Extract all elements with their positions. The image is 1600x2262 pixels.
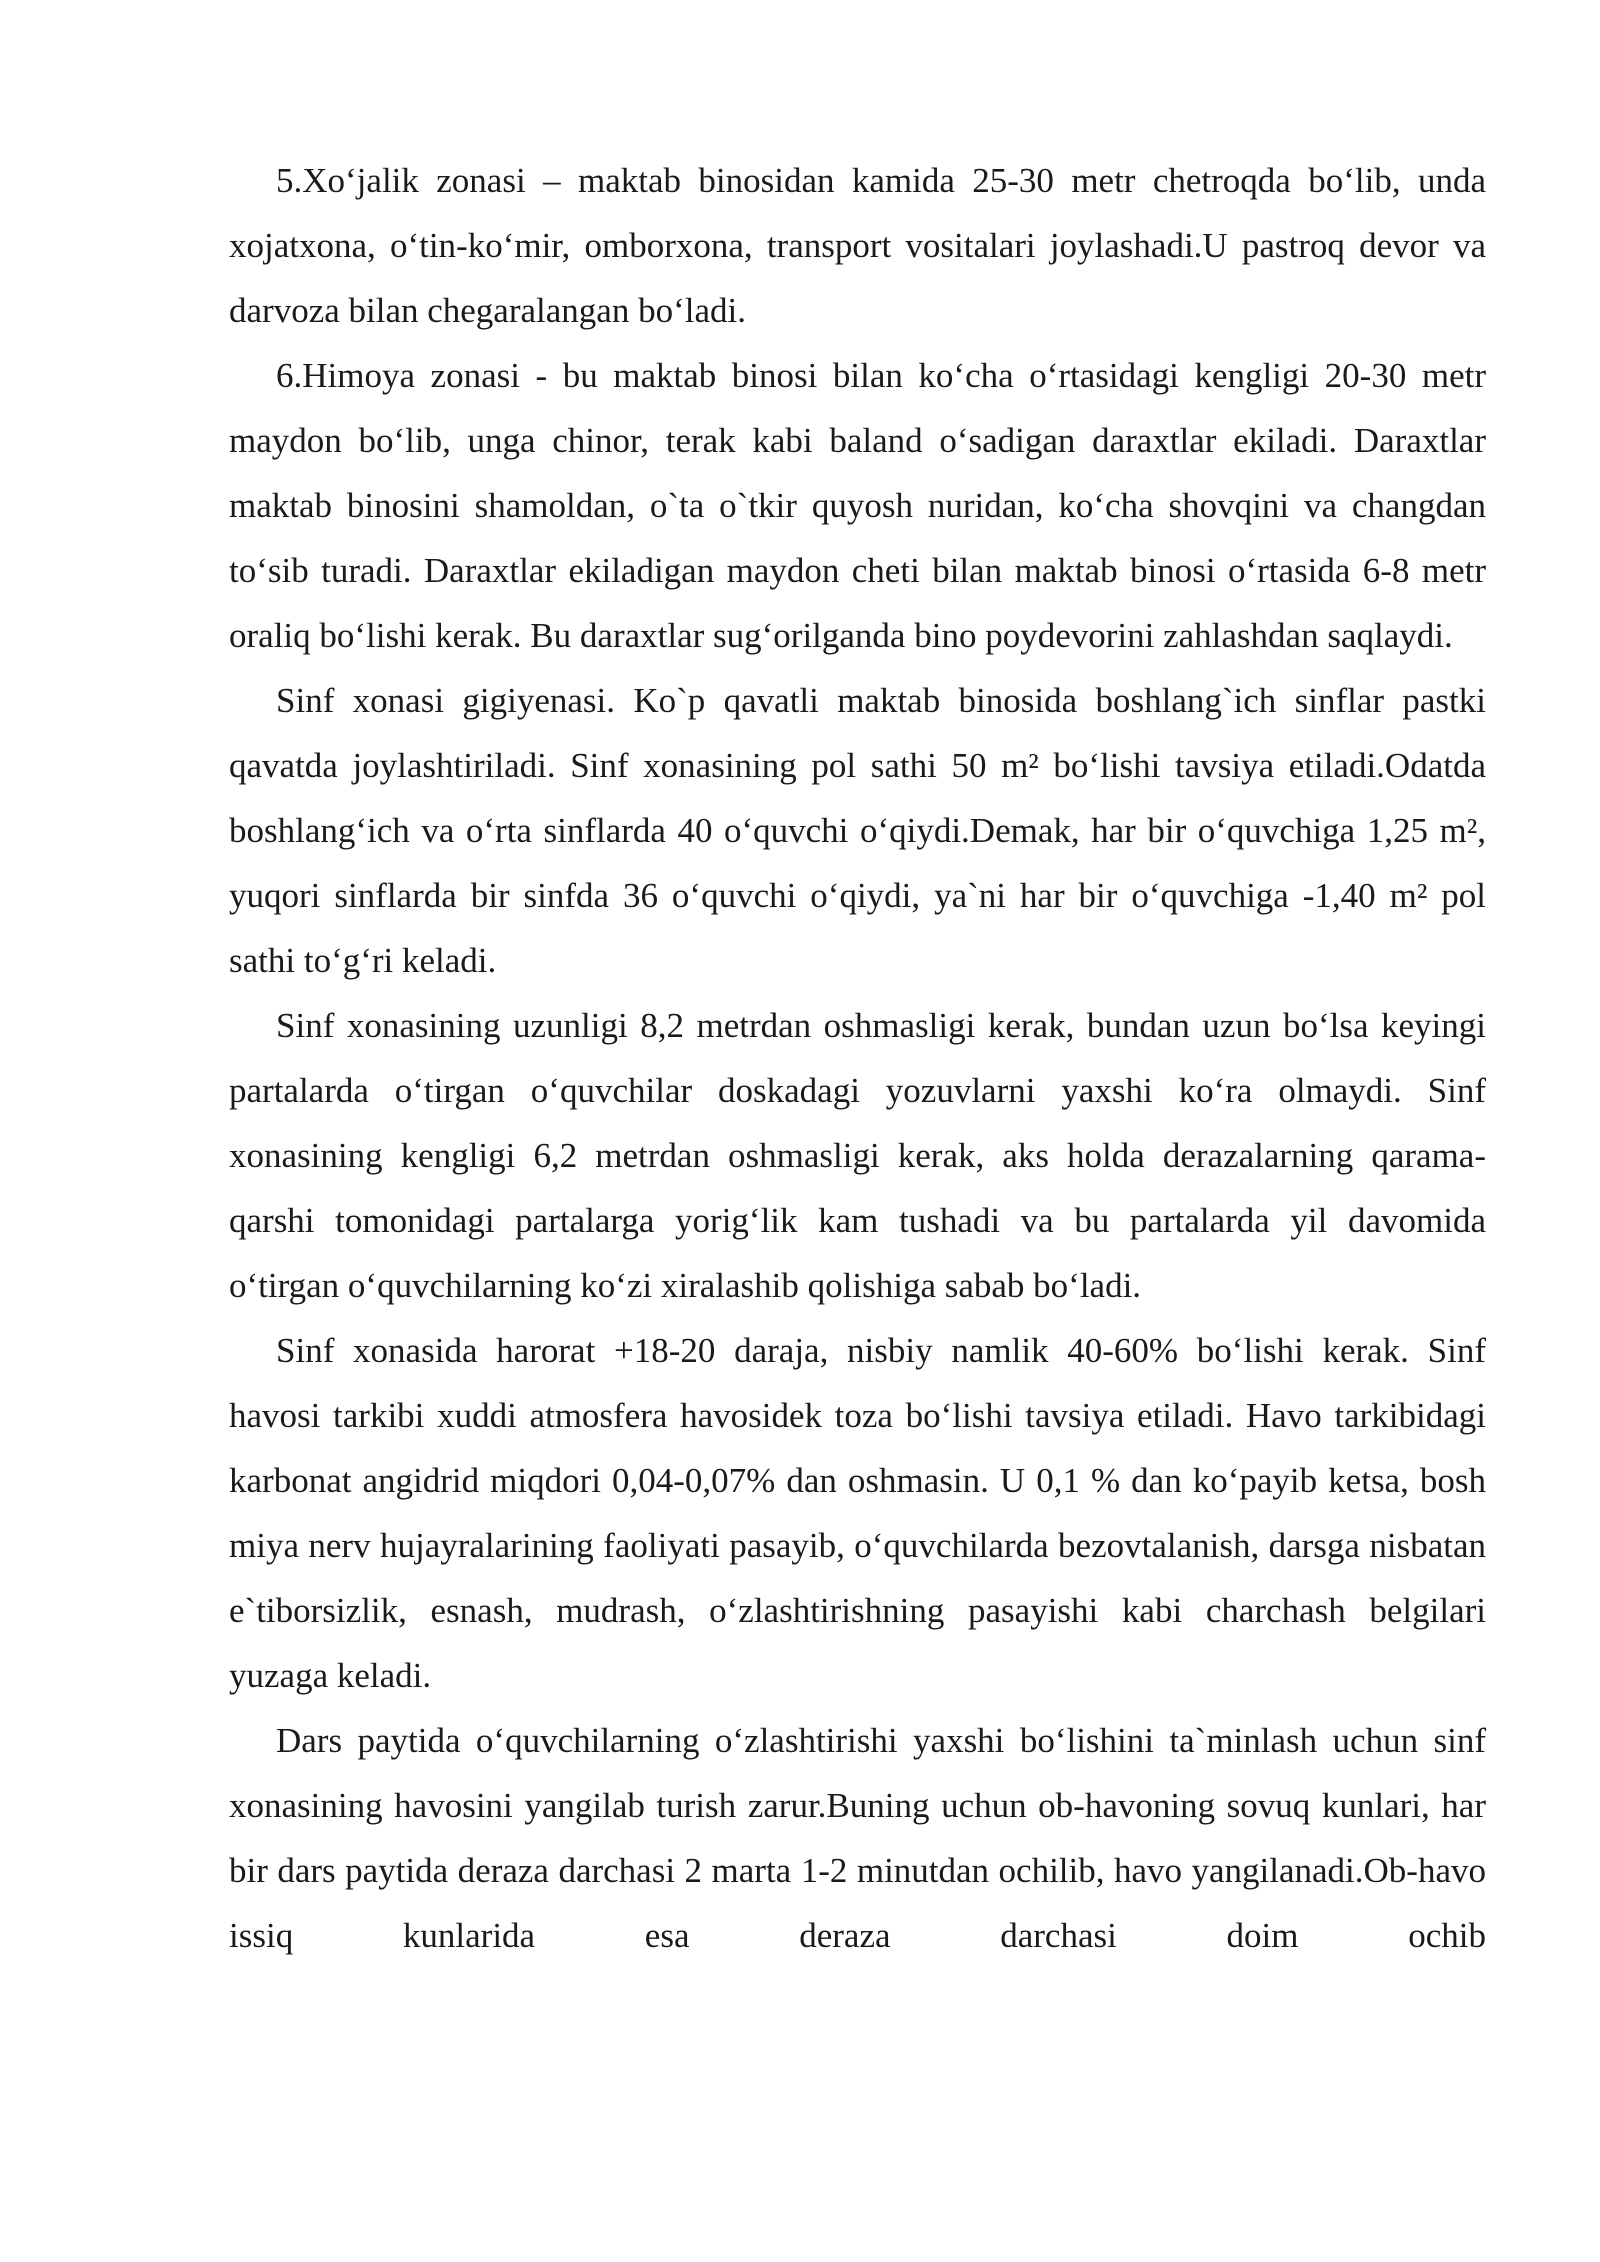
- paragraph-protection-zone: 6.Himoya zonasi - bu maktab binosi bilan ko‘cha o‘rtasidagi kengligi 20-30 metr maydon bo‘lib, unga chinor, terak kabi baland o‘sadigan daraxtlar ekiladi. Daraxtlar maktab binosini shamoldan, o`ta o`tkir quyosh nuridan, ko‘cha shovqini va changdan to‘sib turadi. Daraxtlar ekiladigan maydon cheti bilan maktab binosi o‘rtasida 6-8 metr oraliq bo‘lishi kerak. Bu daraxtlar sug‘orilganda bino poydevorini zahlashdan saqlaydi.: [229, 356, 1486, 655]
- paragraph-classroom-hygiene: Sinf xonasi gigiyenasi. Ko`p qavatli maktab binosida boshlang`ich sinflar pastki qavatda joylashtiriladi. Sinf xonasining pol sathi 50 m² bo‘lishi tavsiya etiladi.Odatda boshlang‘ich va o‘rta sinflarda 40 o‘quvchi o‘qiydi.Demak, har bir o‘quvchiga 1,25 m², yuqori sinflarda bir sinfda 36 o‘quvchi o‘qiydi, ya`ni har bir o‘quvchiga -1,40 m² pol sathi to‘g‘ri keladi.: [229, 681, 1486, 980]
- paragraph-ventilation: Dars paytida o‘quvchilarning o‘zlashtirishi yaxshi bo‘lishini ta`minlash uchun sinf xonasining havosini yangilab turish zarur.Buning uchun ob-havoning sovuq kunlari, har bir dars paytida deraza darchasi 2 marta 1-2 minutdan ochilib, havo yangilanadi.Ob-havo issiq kunlarida esa deraza darchasi doim ochib: [229, 1721, 1486, 1955]
- paragraph-classroom-dimensions: Sinf xonasining uzunligi 8,2 metrdan oshmasligi kerak, bundan uzun bo‘lsa keyingi partalarda o‘tirgan o‘quvchilar doskadagi yozuvlarni yaxshi ko‘ra olmaydi. Sinf xonasining kengligi 6,2 metrdan oshmasligi kerak, aks holda derazalarning qarama-qarshi tomonidagi partalarga yorig‘lik kam tushadi va bu partalarda yil davomida o‘tirgan o‘quvchilarning ko‘zi xiralashib qolishiga sabab bo‘ladi.: [229, 1006, 1486, 1305]
- paragraph-utility-zone: 5.Xo‘jalik zonasi – maktab binosidan kamida 25-30 metr chetroqda bo‘lib, unda xojatxona, o‘tin-ko‘mir, omborxona, transport vositalari joylashadi.U pastroq devor va darvoza bilan chegaralangan bo‘ladi.: [229, 161, 1486, 330]
- paragraph-classroom-climate: Sinf xonasida harorat +18-20 daraja, nisbiy namlik 40-60% bo‘lishi kerak. Sinf havosi tarkibi xuddi atmosfera havosidek toza bo‘lishi tavsiya etiladi. Havo tarkibidagi karbonat angidrid miqdori 0,04-0,07% dan oshmasin. U 0,1 % dan ko‘payib ketsa, bosh miya nerv hujayralarining faoliyati pasayib, o‘quvchilarda bezovtalanish, darsga nisbatan e`tiborsizlik, esnash, mudrash, o‘zlashtirishning pasayishi kabi charchash belgilari yuzaga keladi.: [229, 1331, 1486, 1695]
- document-body: [229, 148, 1486, 1968]
